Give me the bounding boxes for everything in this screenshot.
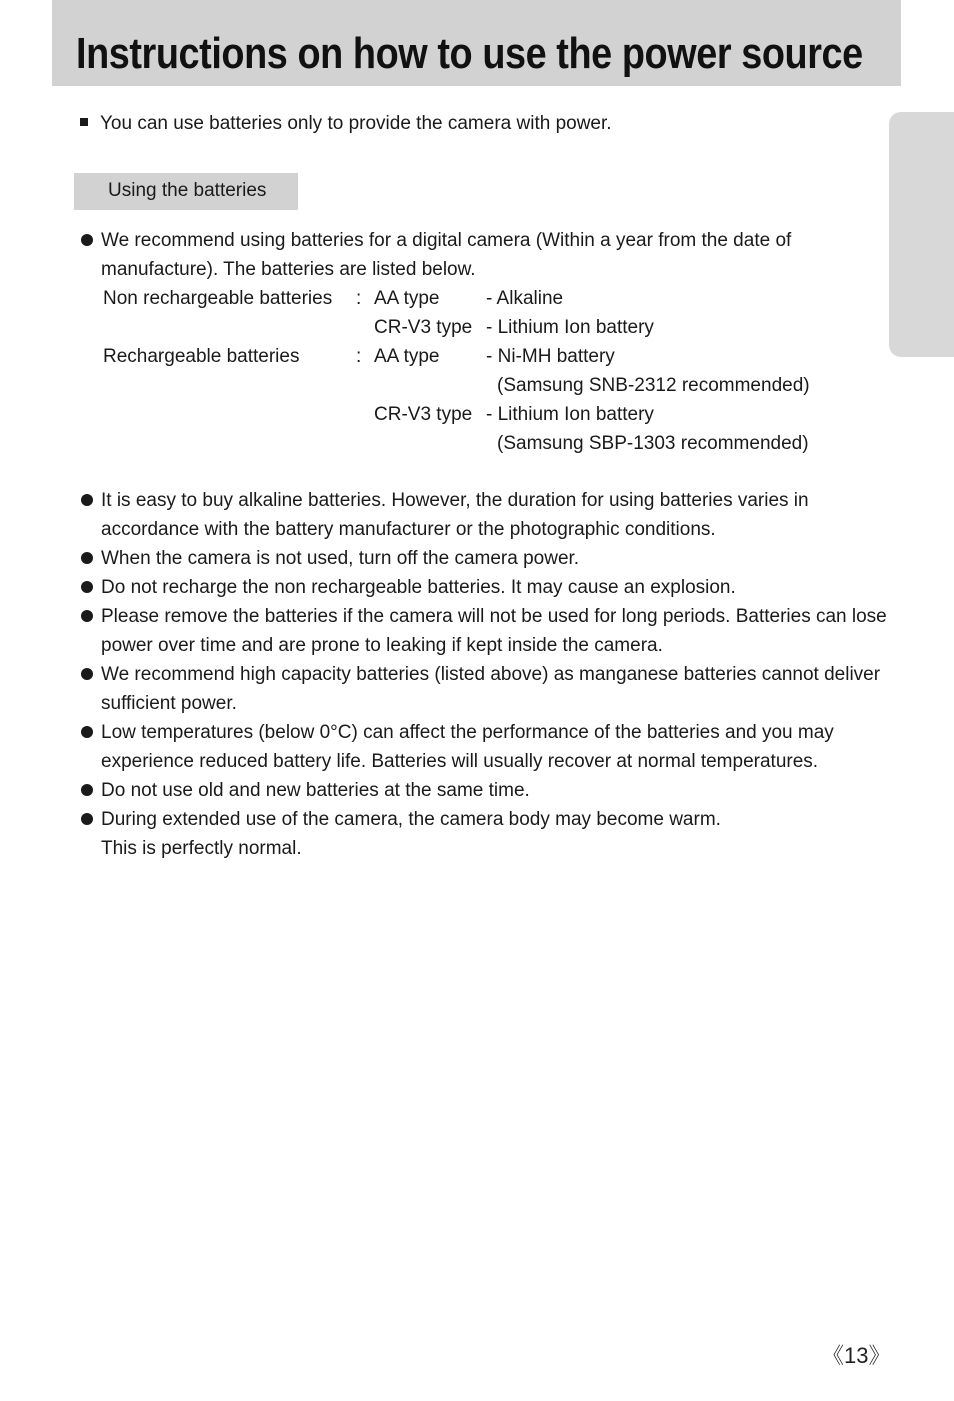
list-item: When the camera is not used, turn off the camera power.	[80, 544, 887, 573]
intro-note	[80, 111, 612, 137]
bullet-dot-icon	[81, 726, 93, 738]
list-item: During extended use of the camera, the camera body may become warm. This is perfectly normal.	[80, 805, 887, 863]
list-item: Do not recharge the non rechargeable batteries. It may cause an explosion.	[80, 573, 887, 602]
list-item: Do not use old and new batteries at the same time.	[80, 776, 887, 805]
section-label: Using the batteries	[108, 180, 267, 201]
square-bullet-icon	[80, 118, 88, 126]
bullet-dot-icon	[81, 610, 93, 622]
bullet-dot-icon	[81, 784, 93, 796]
list-item: Please remove the batteries if the camera will not be used for long periods. Batteries can lose power over time and are prone to leaking if kept inside the camera.	[80, 602, 887, 660]
bullet-list	[80, 486, 887, 863]
list-item: Low temperatures (below 0°C) can affect the performance of the batteries and you may experience reduced battery life. Batteries will usually recover at normal temperatures.	[80, 718, 887, 776]
bullet-dot-icon	[81, 668, 93, 680]
recommend-block	[80, 226, 791, 284]
bullet-dot-icon	[81, 813, 93, 825]
bullet-dot-icon	[81, 494, 93, 506]
bullet-dot-icon	[81, 581, 93, 593]
list-item: We recommend high capacity batteries (listed above) as manganese batteries cannot deliver sufficient power.	[80, 660, 887, 718]
intro-text: You can use batteries only to provide the camera with power.	[100, 113, 612, 134]
page-number: 《13》	[822, 1343, 891, 1368]
bullet-dot-icon	[81, 234, 93, 246]
bullet-dot-icon	[81, 552, 93, 564]
section-heading	[74, 173, 298, 210]
side-tab	[889, 112, 954, 357]
list-item: We recommend using batteries for a digital camera (Within a year from the date of manufacture). The batteries are listed below.	[80, 226, 791, 284]
list-item: It is easy to buy alkaline batteries. However, the duration for using batteries varies in accordance with the battery manufacturer or the photographic conditions.	[80, 486, 887, 544]
page-title: Instructions on how to use the power source	[76, 29, 863, 78]
